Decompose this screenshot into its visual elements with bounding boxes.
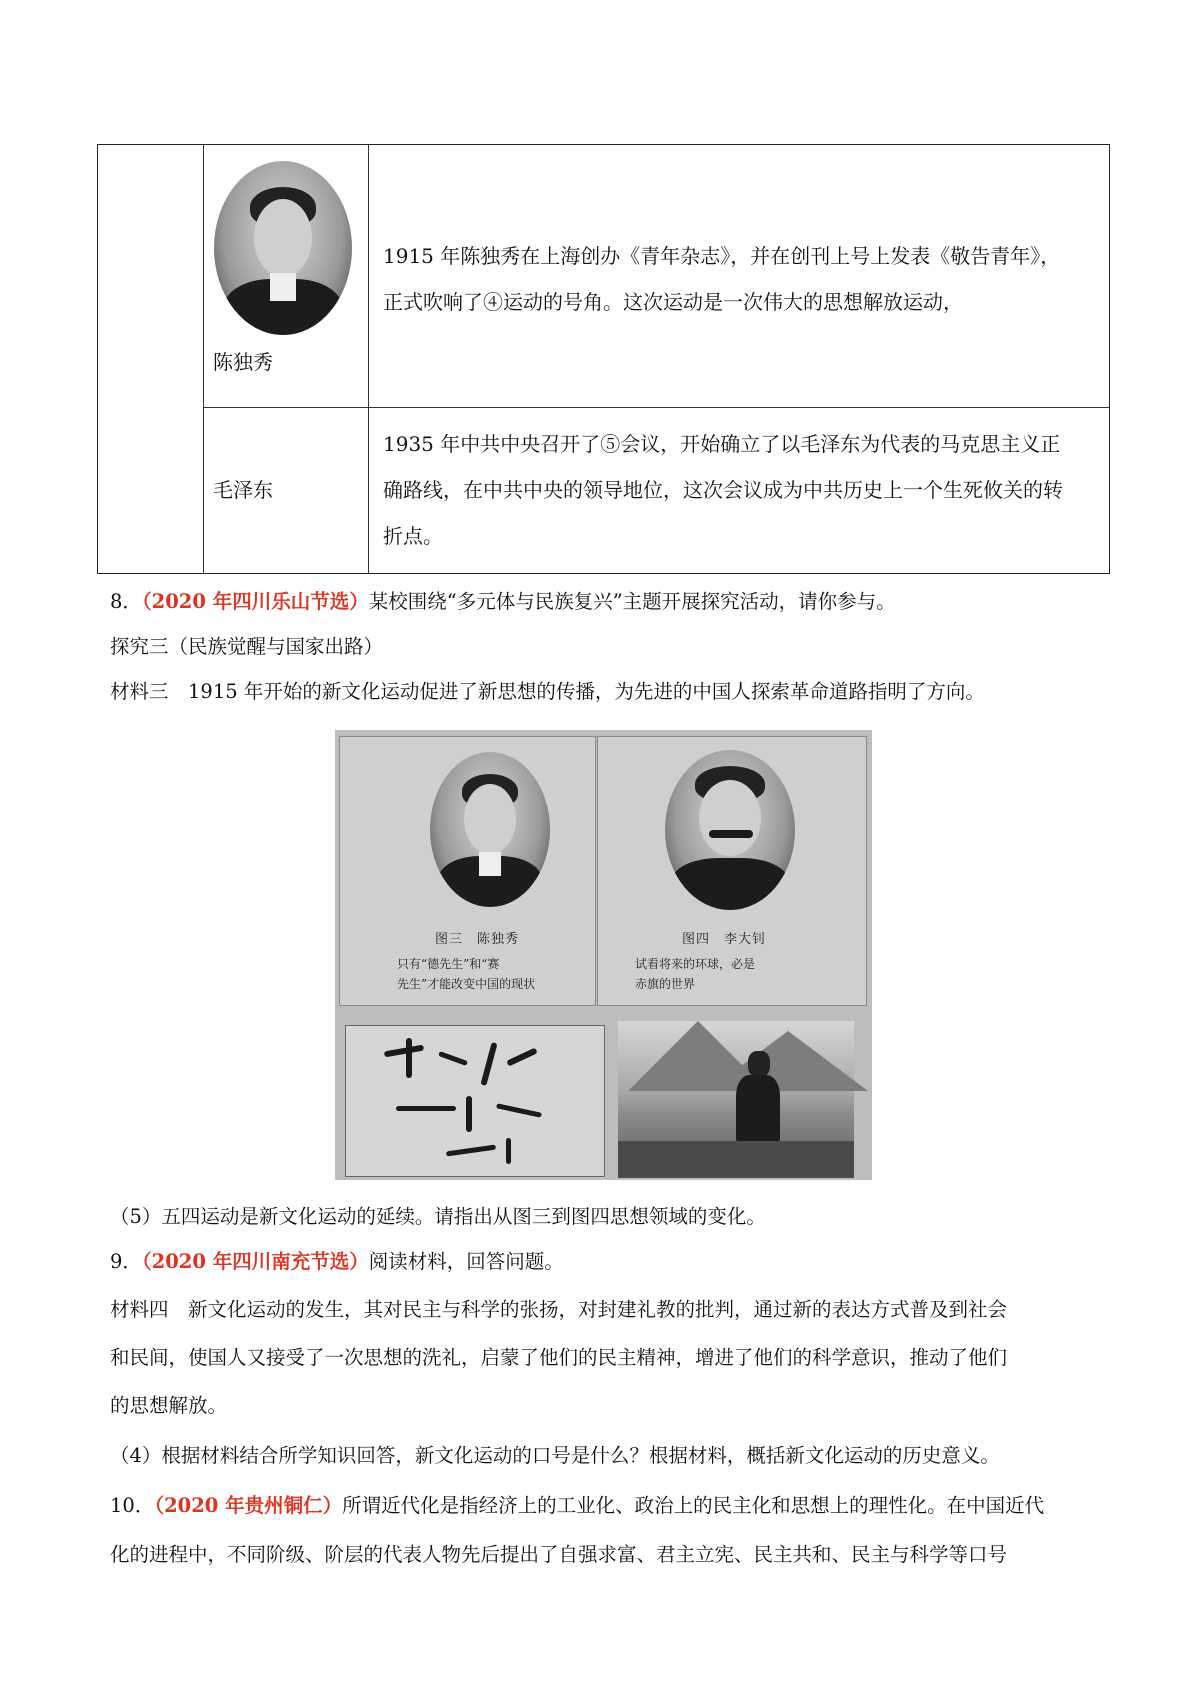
table-row-divider: [203, 407, 1109, 408]
caption-figure-4: 图四 李大钊: [682, 932, 767, 947]
q8-intro: 某校围绕“多元体与民族复兴”主题开展探究活动，请你参与。: [368, 590, 896, 613]
q10-number: 10．: [110, 1494, 155, 1517]
caption-figure-3: 图三 陈独秀: [435, 932, 520, 947]
q9-material-line-1: 材料四 新文化运动的发生，其对民主与科学的张扬，对封建礼教的批判，通过新的表达方式普及到社会: [110, 1298, 1008, 1321]
li-dazhao-figure-portrait: [665, 750, 795, 910]
q8-material: 材料三 1915 年开始的新文化运动促进了新思想的传播，为先进的中国人探索革命道路指明了方向。: [110, 680, 985, 703]
q8-number: 8．: [110, 590, 142, 613]
quote-figure-3-line-2: 先生”才能改变中国的现状: [397, 977, 536, 991]
table-row-1-name: 陈独秀: [213, 350, 273, 374]
table-row-1-line-2: 正式吹响了④运动的号角。这次运动是一次伟大的思想解放运动，: [383, 290, 963, 314]
q10-line-1-rest: 所谓近代化是指经济上的工业化、政治上的民主化和思想上的理性化。在中国近代: [342, 1494, 1045, 1517]
q9-intro: 阅读材料，回答问题。: [368, 1250, 564, 1273]
q9-source: （2020 年四川南充节选）: [141, 1250, 369, 1273]
mountain-scene-image: [618, 1021, 854, 1178]
quote-figure-4-line-2: 赤旗的世界: [635, 977, 696, 991]
table-col-divider-1: [203, 145, 204, 573]
q9-number: 9．: [110, 1250, 142, 1273]
q8-question: （5）五四运动是新文化运动的延续。请指出从图三到图四思想领域的变化。: [110, 1205, 766, 1228]
q9-material-line-3: 的思想解放。: [110, 1394, 228, 1417]
q8-figure-photo: [335, 730, 872, 1180]
q8-line: [110, 587, 896, 617]
table-row-2-line-1: 1935 年中共中央召开了⑤会议，开始确立了以毛泽东为代表的马克思主义正: [383, 432, 1061, 456]
quote-figure-4-line-1: 试看将来的环球，必是: [635, 957, 756, 971]
q9-question: （4）根据材料结合所学知识回答，新文化运动的口号是什么？根据材料，概括新文化运动的历史意义。: [110, 1444, 1000, 1467]
chen-duxiu-figure-portrait: [430, 752, 550, 907]
table-row-2-name: 毛泽东: [213, 478, 273, 502]
history-table: [97, 144, 1110, 574]
q8-source: （2020 年四川乐山节选）: [141, 590, 369, 613]
q10-source: （2020 年贵州铜仁）: [154, 1494, 343, 1517]
table-row-2-line-2: 确路线，在中共中央的领导地位，这次会议成为中共历史上一个生死攸关的转: [383, 478, 1063, 502]
table-col-divider-2: [368, 145, 369, 573]
q10-line-1: [110, 1491, 1044, 1521]
q10-line-2: 化的进程中，不同阶级、阶层的代表人物先后提出了自强求富、君主立宪、民主共和、民主与科学等口号: [110, 1543, 1008, 1566]
chen-duxiu-portrait: [214, 161, 352, 335]
table-row-1-line-1: 1915 年陈独秀在上海创办《青年杂志》，并在创刊上号上发表《敬告青年》，: [383, 244, 1061, 268]
calligraphy-image: [345, 1025, 605, 1177]
q9-line: [110, 1247, 564, 1277]
table-row-2-line-3: 折点。: [383, 524, 443, 548]
q8-section: 探究三（民族觉醒与国家出路）: [110, 635, 384, 658]
q9-material-line-2: 和民间，使国人又接受了一次思想的洗礼，启蒙了他们的民主精神，增进了他们的科学意识，推动了他们: [110, 1346, 1008, 1369]
quote-figure-3-line-1: 只有“德先生”和“赛: [397, 957, 500, 971]
